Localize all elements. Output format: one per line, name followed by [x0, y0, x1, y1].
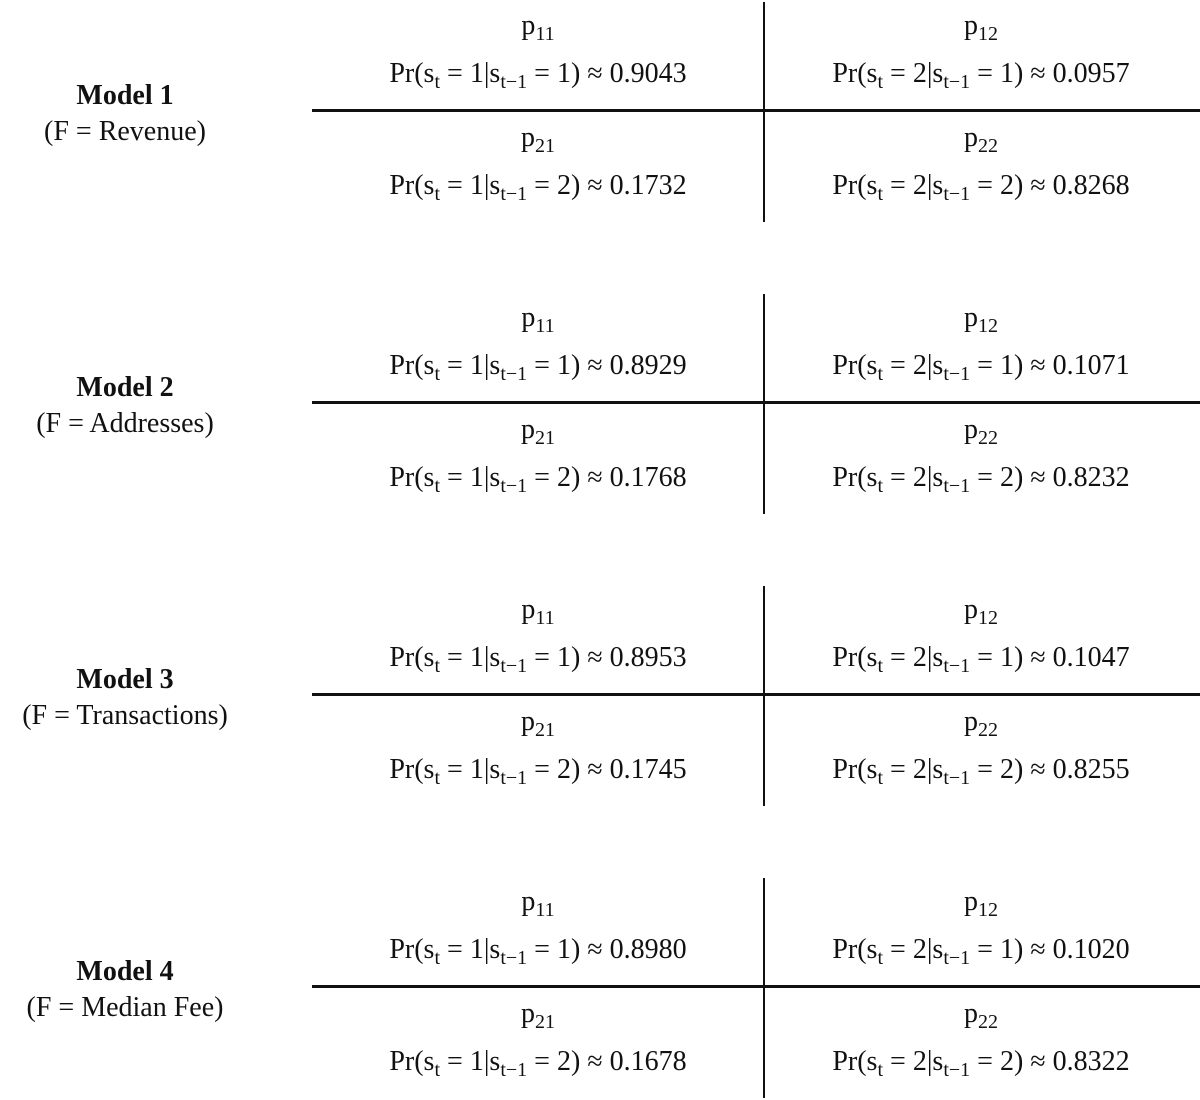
model-label	[0, 78, 250, 150]
p-symbol: p	[964, 998, 978, 1029]
pr-open: Pr(s	[832, 58, 878, 89]
equals: =	[970, 350, 1000, 381]
probability-value: 0.8255	[1052, 754, 1130, 785]
probability-expression	[316, 932, 760, 968]
state-to: 1	[469, 934, 484, 965]
transition-cell	[316, 294, 760, 384]
state-to: 2	[912, 934, 927, 965]
state-to: 1	[469, 642, 484, 673]
given-bar: |s	[483, 462, 501, 493]
probability-label	[316, 884, 760, 920]
transition-cell	[316, 990, 760, 1080]
model-block	[0, 586, 1200, 808]
probability-expression	[766, 168, 1196, 204]
state-to: 1	[469, 1046, 484, 1077]
state-from: 2	[556, 754, 571, 785]
state-from: 1	[999, 350, 1014, 381]
equals: =	[883, 58, 913, 89]
equals: =	[527, 934, 557, 965]
equals: =	[440, 934, 470, 965]
p-symbol: p	[964, 886, 978, 917]
t-subscript: t	[434, 475, 441, 497]
t-subscript: t	[877, 363, 884, 385]
t-minus-1-subscript: t−1	[943, 363, 971, 385]
p-subscript: 21	[535, 719, 555, 741]
approx: ) ≈	[1013, 1046, 1053, 1077]
horizontal-divider	[312, 985, 1200, 988]
state-to: 1	[469, 58, 484, 89]
model-label	[0, 370, 250, 442]
probability-value: 0.9043	[609, 58, 687, 89]
equals: =	[527, 350, 557, 381]
p-subscript: 22	[978, 1011, 998, 1033]
p-subscript: 12	[978, 315, 998, 337]
given-bar: |s	[483, 754, 501, 785]
transition-cell	[766, 878, 1196, 968]
approx: ) ≈	[1013, 58, 1053, 89]
probability-value: 0.1047	[1052, 642, 1130, 673]
given-bar: |s	[483, 170, 501, 201]
model-subtitle: (F = Revenue)	[44, 116, 206, 147]
probability-label	[766, 120, 1196, 156]
p-symbol: p	[521, 594, 536, 625]
probability-expression	[316, 752, 760, 788]
p-subscript: 12	[978, 899, 998, 921]
t-minus-1-subscript: t−1	[500, 655, 528, 677]
state-to: 1	[469, 754, 484, 785]
given-bar: |s	[926, 350, 944, 381]
p-symbol: p	[521, 122, 535, 153]
equals: =	[440, 350, 470, 381]
state-from: 2	[556, 462, 571, 493]
approx: ) ≈	[570, 934, 610, 965]
p-symbol: p	[964, 302, 978, 333]
state-to: 2	[912, 462, 927, 493]
t-subscript: t	[877, 655, 884, 677]
probability-value: 0.8953	[609, 642, 687, 673]
equals: =	[883, 462, 913, 493]
state-from: 1	[999, 642, 1014, 673]
transition-cell	[316, 878, 760, 968]
p-subscript: 11	[535, 23, 555, 45]
p-subscript: 21	[535, 135, 555, 157]
equals: =	[440, 754, 470, 785]
probability-expression	[766, 348, 1196, 384]
approx: ) ≈	[1013, 350, 1053, 381]
approx: ) ≈	[1013, 462, 1053, 493]
equals: =	[440, 58, 470, 89]
given-bar: |s	[926, 462, 944, 493]
probability-label	[766, 996, 1196, 1032]
t-subscript: t	[877, 71, 884, 93]
state-from: 1	[999, 934, 1014, 965]
state-from: 2	[556, 1046, 571, 1077]
p-subscript: 11	[535, 899, 555, 921]
equals: =	[440, 170, 470, 201]
equals: =	[883, 754, 913, 785]
transition-cell	[316, 406, 760, 496]
t-subscript: t	[434, 71, 441, 93]
model-label	[0, 954, 250, 1026]
equals: =	[970, 170, 1000, 201]
p-symbol: p	[521, 706, 535, 737]
p-subscript: 21	[535, 1011, 555, 1033]
equals: =	[527, 754, 557, 785]
equals: =	[883, 170, 913, 201]
approx: ) ≈	[1013, 170, 1053, 201]
t-subscript: t	[434, 947, 441, 969]
model-title: Model 3	[76, 664, 174, 695]
given-bar: |s	[483, 58, 501, 89]
model-subtitle: (F = Transactions)	[22, 700, 228, 731]
equals: =	[970, 754, 1000, 785]
t-minus-1-subscript: t−1	[500, 71, 528, 93]
state-from: 1	[556, 934, 571, 965]
pr-open: Pr(s	[389, 754, 435, 785]
t-minus-1-subscript: t−1	[943, 767, 971, 789]
p-symbol: p	[521, 414, 535, 445]
state-to: 2	[912, 642, 927, 673]
given-bar: |s	[926, 934, 944, 965]
p-subscript: 22	[978, 427, 998, 449]
transition-cell	[766, 586, 1196, 676]
model-title: Model 1	[76, 80, 174, 111]
state-from: 2	[556, 170, 571, 201]
p-subscript: 11	[535, 315, 555, 337]
approx: ) ≈	[570, 462, 610, 493]
t-minus-1-subscript: t−1	[500, 475, 528, 497]
pr-open: Pr(s	[389, 642, 435, 673]
probability-value: 0.8322	[1052, 1046, 1130, 1077]
p-subscript: 21	[535, 427, 555, 449]
model-label	[0, 662, 250, 734]
state-to: 2	[912, 350, 927, 381]
p-symbol: p	[521, 998, 535, 1029]
probability-label	[316, 8, 760, 44]
t-minus-1-subscript: t−1	[943, 1059, 971, 1081]
transition-cell	[766, 114, 1196, 204]
probability-label	[316, 120, 760, 156]
approx: ) ≈	[570, 350, 610, 381]
model-block	[0, 2, 1200, 224]
t-minus-1-subscript: t−1	[943, 655, 971, 677]
approx: ) ≈	[1013, 642, 1053, 673]
t-subscript: t	[434, 363, 441, 385]
probability-label	[316, 592, 760, 628]
probability-expression	[316, 640, 760, 676]
t-subscript: t	[877, 947, 884, 969]
probability-label	[316, 300, 760, 336]
probability-value: 0.8232	[1052, 462, 1130, 493]
equals: =	[883, 1046, 913, 1077]
probability-expression	[766, 56, 1196, 92]
probability-value: 0.1745	[609, 754, 687, 785]
probability-label	[316, 412, 760, 448]
transition-cell	[316, 114, 760, 204]
model-title: Model 2	[76, 372, 174, 403]
given-bar: |s	[926, 58, 944, 89]
t-minus-1-subscript: t−1	[500, 767, 528, 789]
probability-expression	[316, 348, 760, 384]
state-from: 1	[556, 58, 571, 89]
pr-open: Pr(s	[389, 462, 435, 493]
t-minus-1-subscript: t−1	[943, 475, 971, 497]
given-bar: |s	[926, 754, 944, 785]
state-from: 2	[999, 1046, 1014, 1077]
pr-open: Pr(s	[832, 462, 878, 493]
p-symbol: p	[521, 10, 536, 41]
state-to: 1	[469, 170, 484, 201]
t-subscript: t	[877, 767, 884, 789]
t-subscript: t	[877, 475, 884, 497]
t-minus-1-subscript: t−1	[943, 947, 971, 969]
p-symbol: p	[964, 122, 978, 153]
equals: =	[527, 462, 557, 493]
state-to: 2	[912, 1046, 927, 1077]
probability-expression	[316, 460, 760, 496]
given-bar: |s	[483, 1046, 501, 1077]
probability-expression	[766, 460, 1196, 496]
t-minus-1-subscript: t−1	[500, 947, 528, 969]
given-bar: |s	[926, 642, 944, 673]
t-minus-1-subscript: t−1	[500, 363, 528, 385]
p-subscript: 12	[978, 607, 998, 629]
transition-cell	[316, 2, 760, 92]
model-subtitle: (F = Addresses)	[36, 408, 214, 439]
probability-value: 0.8929	[609, 350, 687, 381]
probability-label	[766, 704, 1196, 740]
transition-cell	[766, 990, 1196, 1080]
approx: ) ≈	[570, 170, 610, 201]
transition-cell	[316, 698, 760, 788]
state-from: 1	[556, 642, 571, 673]
state-from: 1	[556, 350, 571, 381]
p-symbol: p	[964, 10, 978, 41]
p-symbol: p	[964, 706, 978, 737]
probability-expression	[766, 932, 1196, 968]
probability-label	[766, 8, 1196, 44]
state-from: 2	[999, 754, 1014, 785]
pr-open: Pr(s	[832, 1046, 878, 1077]
state-from: 2	[999, 170, 1014, 201]
vertical-divider	[763, 2, 765, 222]
pr-open: Pr(s	[832, 350, 878, 381]
probability-label	[766, 884, 1196, 920]
given-bar: |s	[483, 642, 501, 673]
model-block	[0, 878, 1200, 1100]
pr-open: Pr(s	[832, 642, 878, 673]
t-subscript: t	[434, 183, 441, 205]
probability-value: 0.0957	[1052, 58, 1130, 89]
transition-cell	[316, 586, 760, 676]
pr-open: Pr(s	[389, 58, 435, 89]
p-symbol: p	[964, 594, 978, 625]
equals: =	[440, 462, 470, 493]
t-subscript: t	[434, 767, 441, 789]
pr-open: Pr(s	[832, 754, 878, 785]
given-bar: |s	[926, 170, 944, 201]
probability-label	[766, 300, 1196, 336]
equals: =	[970, 642, 1000, 673]
equals: =	[440, 1046, 470, 1077]
probability-label	[316, 704, 760, 740]
transition-cell	[766, 2, 1196, 92]
approx: ) ≈	[570, 1046, 610, 1077]
probability-expression	[766, 1044, 1196, 1080]
state-from: 2	[999, 462, 1014, 493]
probability-value: 0.1732	[609, 170, 687, 201]
pr-open: Pr(s	[389, 1046, 435, 1077]
probability-label	[766, 592, 1196, 628]
vertical-divider	[763, 294, 765, 514]
transition-cell	[766, 406, 1196, 496]
p-subscript: 11	[535, 607, 555, 629]
approx: ) ≈	[570, 58, 610, 89]
probability-value: 0.1020	[1052, 934, 1130, 965]
probability-value: 0.8980	[609, 934, 687, 965]
pr-open: Pr(s	[389, 934, 435, 965]
transition-cell	[766, 294, 1196, 384]
equals: =	[883, 934, 913, 965]
given-bar: |s	[483, 350, 501, 381]
probability-expression	[316, 56, 760, 92]
pr-open: Pr(s	[832, 934, 878, 965]
t-subscript: t	[434, 655, 441, 677]
equals: =	[970, 934, 1000, 965]
probability-label	[316, 996, 760, 1032]
equals: =	[527, 170, 557, 201]
given-bar: |s	[926, 1046, 944, 1077]
model-title: Model 4	[76, 956, 174, 987]
t-minus-1-subscript: t−1	[943, 183, 971, 205]
t-subscript: t	[877, 1059, 884, 1081]
p-symbol: p	[521, 302, 536, 333]
p-subscript: 12	[978, 23, 998, 45]
probability-expression	[766, 752, 1196, 788]
p-symbol: p	[521, 886, 536, 917]
state-to: 1	[469, 462, 484, 493]
vertical-divider	[763, 878, 765, 1098]
horizontal-divider	[312, 109, 1200, 112]
equals: =	[883, 642, 913, 673]
approx: ) ≈	[570, 754, 610, 785]
t-minus-1-subscript: t−1	[943, 71, 971, 93]
state-from: 1	[999, 58, 1014, 89]
model-block	[0, 294, 1200, 516]
t-minus-1-subscript: t−1	[500, 1059, 528, 1081]
probability-value: 0.1768	[609, 462, 687, 493]
p-symbol: p	[964, 414, 978, 445]
state-to: 2	[912, 58, 927, 89]
pr-open: Pr(s	[389, 350, 435, 381]
probability-expression	[316, 168, 760, 204]
probability-value: 0.1071	[1052, 350, 1130, 381]
state-to: 1	[469, 350, 484, 381]
equals: =	[527, 1046, 557, 1077]
approx: ) ≈	[570, 642, 610, 673]
probability-value: 0.8268	[1052, 170, 1130, 201]
probability-expression	[316, 1044, 760, 1080]
horizontal-divider	[312, 401, 1200, 404]
p-subscript: 22	[978, 719, 998, 741]
equals: =	[970, 58, 1000, 89]
probability-label	[766, 412, 1196, 448]
horizontal-divider	[312, 693, 1200, 696]
vertical-divider	[763, 586, 765, 806]
state-to: 2	[912, 170, 927, 201]
equals: =	[883, 350, 913, 381]
t-subscript: t	[434, 1059, 441, 1081]
transition-cell	[766, 698, 1196, 788]
t-subscript: t	[877, 183, 884, 205]
approx: ) ≈	[1013, 754, 1053, 785]
given-bar: |s	[483, 934, 501, 965]
model-subtitle: (F = Median Fee)	[26, 992, 224, 1023]
equals: =	[527, 642, 557, 673]
t-minus-1-subscript: t−1	[500, 183, 528, 205]
equals: =	[527, 58, 557, 89]
equals: =	[440, 642, 470, 673]
equals: =	[970, 1046, 1000, 1077]
equals: =	[970, 462, 1000, 493]
p-subscript: 22	[978, 135, 998, 157]
probability-expression	[766, 640, 1196, 676]
pr-open: Pr(s	[832, 170, 878, 201]
probability-value: 0.1678	[609, 1046, 687, 1077]
pr-open: Pr(s	[389, 170, 435, 201]
approx: ) ≈	[1013, 934, 1053, 965]
state-to: 2	[912, 754, 927, 785]
